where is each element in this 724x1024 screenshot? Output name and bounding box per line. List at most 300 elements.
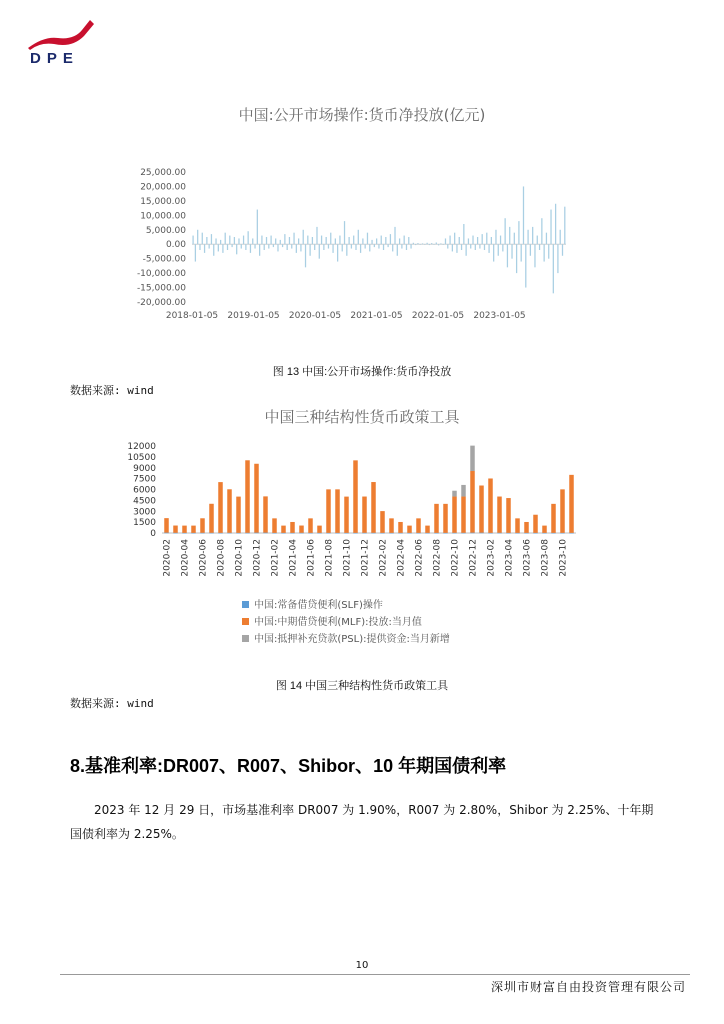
chart14-bar-series1 bbox=[299, 533, 304, 534]
chart13-bar bbox=[360, 244, 361, 253]
chart13-bar bbox=[195, 244, 196, 261]
chart13-xtick-label: 2022-01-05 bbox=[411, 311, 465, 321]
chart13-bar bbox=[215, 238, 216, 244]
chart14-bar-series1 bbox=[317, 533, 322, 534]
chart13-bar bbox=[459, 237, 460, 244]
chart13-bar bbox=[392, 244, 393, 251]
chart13-bar bbox=[470, 244, 471, 248]
chart13-bar bbox=[248, 231, 249, 244]
chart13-xtick-label: 2018-01-05 bbox=[165, 311, 219, 321]
chart13-bar bbox=[369, 244, 370, 251]
chart14-xtick-label: 2023-08 bbox=[540, 539, 551, 577]
chart14-bar-series1 bbox=[425, 533, 430, 534]
chart14-xtick-label: 2022-02 bbox=[378, 539, 389, 577]
chart14-bar-series3 bbox=[452, 491, 457, 497]
chart14-bar-series2 bbox=[299, 526, 304, 533]
chart13-bar bbox=[463, 224, 464, 244]
chart13-bar bbox=[560, 230, 561, 244]
chart14-xtick-label: 2020-06 bbox=[198, 539, 209, 577]
chart14-bar-series1 bbox=[218, 533, 223, 534]
chart14-legend-label: 中国:常备借贷便利(SLF)操作 bbox=[254, 600, 383, 611]
chart14-bar-series1 bbox=[263, 533, 268, 534]
chart13-ytick-label: 5,000.00 bbox=[145, 225, 186, 236]
chart14-xtick-label: 2021-04 bbox=[288, 539, 299, 577]
chart14-ytick-label: 1500 bbox=[133, 518, 156, 529]
chart13-bar bbox=[257, 210, 258, 245]
chart13-bar bbox=[438, 244, 439, 245]
chart13-bar bbox=[454, 233, 455, 245]
chart14-bar-series1 bbox=[533, 533, 538, 534]
chart13-bar bbox=[335, 238, 336, 244]
chart13-bar bbox=[342, 244, 343, 251]
chart13-bar bbox=[238, 238, 239, 244]
chart13-bar bbox=[410, 244, 411, 248]
chart13-bar bbox=[300, 244, 301, 251]
chart13-bar bbox=[488, 244, 489, 253]
chart13-bar bbox=[323, 244, 324, 250]
chart13-bar bbox=[422, 243, 423, 244]
chart14-bar-series2 bbox=[200, 518, 205, 533]
chart13-bar bbox=[231, 244, 232, 247]
chart13-bar bbox=[202, 233, 203, 245]
chart13-bar bbox=[348, 237, 349, 244]
chart14-bar-series2 bbox=[353, 460, 358, 532]
chart13-bar bbox=[433, 244, 434, 245]
chart13-bar bbox=[461, 244, 462, 250]
chart13-bar bbox=[250, 244, 251, 253]
chart14-bar-series2 bbox=[488, 478, 493, 532]
chart13-ytick-label: -5,000.00 bbox=[142, 254, 186, 265]
chart13-bar bbox=[192, 236, 193, 245]
chart14-bar-series1 bbox=[326, 533, 331, 534]
chart13-ytick-label: 15,000.00 bbox=[140, 196, 186, 207]
chart14-xtick-label: 2021-12 bbox=[360, 539, 371, 577]
chart13-bar bbox=[498, 244, 499, 256]
chart13-bar bbox=[477, 237, 478, 244]
chart13-bar bbox=[564, 207, 565, 245]
chart14-xtick-label: 2021-08 bbox=[324, 539, 335, 577]
chart13-bar bbox=[525, 244, 526, 287]
chart13-bar bbox=[234, 237, 235, 244]
chart14-xtick-label: 2022-04 bbox=[396, 539, 407, 577]
chart13-bar bbox=[287, 244, 288, 250]
chart14-legend-swatch bbox=[242, 601, 249, 608]
chart13-bar bbox=[254, 244, 255, 248]
chart14-bar-series1 bbox=[407, 533, 412, 534]
chart13-title: 中国:公开市场操作:货币净投放(亿元) bbox=[238, 106, 486, 124]
chart14-bar-series1 bbox=[497, 533, 502, 534]
chart14-bar-series2 bbox=[380, 511, 385, 533]
chart14-bar-series1 bbox=[380, 533, 385, 534]
chart13-bar bbox=[424, 244, 425, 245]
chart13-xtick-label: 2021-01-05 bbox=[350, 311, 403, 321]
chart13-bar bbox=[548, 244, 549, 258]
chart14-xtick-label: 2020-12 bbox=[252, 539, 263, 577]
page-number: 10 bbox=[355, 960, 369, 971]
chart14-bar-series1 bbox=[416, 533, 421, 534]
chart13-bar bbox=[309, 244, 310, 256]
chart14-bar-series1 bbox=[209, 533, 214, 534]
chart13-bar bbox=[472, 236, 473, 245]
chart13-ytick-label: 10,000.00 bbox=[140, 211, 186, 222]
chart13-bar bbox=[440, 243, 441, 244]
chart14-bar-series2 bbox=[542, 526, 547, 533]
chart14-bar-series2 bbox=[281, 526, 286, 533]
chart14-bar-series1 bbox=[245, 533, 250, 534]
chart13-bar bbox=[374, 244, 375, 247]
chart13-bar bbox=[273, 244, 274, 247]
chart14-bar-series2 bbox=[470, 471, 475, 533]
chart14-ytick-label: 9000 bbox=[133, 463, 156, 474]
chart14-bar-series1 bbox=[281, 533, 286, 534]
chart14-bar-series1 bbox=[335, 533, 340, 534]
chart14-bar-series1 bbox=[434, 533, 439, 534]
chart14-ytick-label: 0 bbox=[150, 529, 156, 539]
chart13-bar bbox=[399, 238, 400, 244]
chart13-bar bbox=[209, 244, 210, 248]
chart14-bar-series2 bbox=[218, 482, 223, 533]
chart13-bar bbox=[211, 234, 212, 244]
chart13-bar bbox=[521, 244, 522, 261]
chart13-bar bbox=[443, 244, 444, 245]
chart13-bar bbox=[282, 244, 283, 247]
footer-divider bbox=[60, 974, 690, 975]
chart14-bar-series2 bbox=[227, 489, 232, 532]
chart13-bar bbox=[500, 236, 501, 245]
chart14-bar-series1 bbox=[191, 533, 196, 534]
chart14-bar-series1 bbox=[470, 533, 475, 534]
chart14-bar-series1 bbox=[389, 533, 394, 534]
chart14-bar-series1 bbox=[560, 533, 565, 534]
chart13-bar bbox=[330, 233, 331, 245]
chart14-bar-series1 bbox=[452, 533, 457, 534]
chart14-xtick-label: 2020-02 bbox=[162, 539, 173, 577]
chart14-bar-series1 bbox=[236, 533, 241, 534]
figure13-source: 数据来源: wind bbox=[70, 384, 154, 397]
chart14-bar-series2 bbox=[326, 489, 331, 532]
chart13-bar bbox=[436, 242, 437, 244]
chart14-bar-series1 bbox=[524, 533, 529, 534]
chart14-legend-label: 中国:抵押补充贷款(PSL):提供资金:当月新增 bbox=[254, 634, 450, 645]
chart13-bar bbox=[381, 236, 382, 245]
chart13-bar bbox=[516, 244, 517, 273]
chart14-xtick-label: 2022-12 bbox=[468, 539, 479, 577]
chart14-bar-series3 bbox=[470, 446, 475, 471]
chart13-bar bbox=[376, 238, 377, 244]
chart13-bar bbox=[213, 244, 214, 256]
chart14-xtick-label: 2023-04 bbox=[504, 539, 515, 577]
chart14-bar-series2 bbox=[524, 522, 529, 533]
chart13-bar bbox=[534, 244, 535, 267]
chart13-bar bbox=[206, 237, 207, 244]
chart14-bar-series2 bbox=[308, 518, 313, 533]
chart14-bar-series2 bbox=[506, 498, 511, 533]
chart13-bar bbox=[339, 236, 340, 245]
chart13-bar bbox=[390, 234, 391, 244]
chart14-ytick-label: 3000 bbox=[133, 507, 156, 518]
chart13-bar bbox=[530, 244, 531, 256]
chart13-bar bbox=[404, 236, 405, 245]
chart14-bar-series2 bbox=[362, 497, 367, 533]
chart14-bar-series2 bbox=[371, 482, 376, 533]
chart13-bar bbox=[387, 244, 388, 247]
chart13-bar bbox=[544, 244, 545, 261]
chart14-bar-series2 bbox=[236, 497, 241, 533]
chart13-bar bbox=[259, 244, 260, 256]
figure13-caption: 图 13 中国:公开市场操作:货币净投放 bbox=[272, 366, 452, 378]
chart13-bar bbox=[296, 244, 297, 253]
chart13-bar bbox=[541, 218, 542, 244]
chart13-bar bbox=[468, 238, 469, 244]
chart13-bar bbox=[298, 238, 299, 244]
chart13-xtick-label: 2019-01-05 bbox=[227, 311, 280, 321]
chart14-bar-series2 bbox=[245, 460, 250, 532]
chart14-bar-series1 bbox=[542, 533, 547, 534]
chart14-bar-series2 bbox=[263, 496, 268, 532]
chart13-bar bbox=[383, 244, 384, 250]
chart13-bar bbox=[502, 244, 503, 251]
chart13-ytick-label: -15,000.00 bbox=[136, 283, 186, 294]
chart13-bar bbox=[277, 244, 278, 251]
chart14-bar-series2 bbox=[398, 522, 403, 533]
chart13-ytick-label: 20,000.00 bbox=[140, 182, 186, 193]
chart13-bar bbox=[303, 230, 304, 244]
chart14-legend-swatch bbox=[242, 635, 249, 642]
chart14-xtick-label: 2022-10 bbox=[450, 539, 461, 577]
chart13-bar bbox=[449, 236, 450, 245]
chart13-bar bbox=[305, 244, 306, 267]
chart14-bar-series1 bbox=[290, 533, 295, 534]
chart13-bar bbox=[546, 233, 547, 245]
chart13-bar bbox=[518, 221, 519, 244]
chart13-bar bbox=[482, 234, 483, 244]
chart14-xtick-label: 2022-08 bbox=[432, 539, 443, 577]
chart13-bar bbox=[204, 244, 205, 253]
chart13-bar bbox=[557, 244, 558, 273]
chart14-bar-series2 bbox=[272, 518, 277, 533]
chart14-title: 中国三种结构性货币政策工具 bbox=[264, 408, 460, 426]
chart13-bar bbox=[495, 230, 496, 244]
chart14-xtick-label: 2021-10 bbox=[342, 539, 353, 577]
chart13-bar bbox=[268, 244, 269, 248]
chart14-bar-series1 bbox=[551, 533, 556, 534]
chart13-ytick-label: 25,000.00 bbox=[140, 168, 186, 178]
section8-paragraph: 2023 年 12 月 29 日，市场基准利率 DR007 为 1.90%，R007 为 2.80%，Shibor 为 2.25%、十年期国债利率为 2.25%。 bbox=[70, 803, 654, 841]
chart14-legend-swatch bbox=[242, 618, 249, 625]
chart13-bar bbox=[417, 243, 418, 244]
chart13-bar bbox=[431, 243, 432, 244]
chart13-bar bbox=[452, 244, 453, 251]
chart13-bar bbox=[420, 244, 421, 245]
figure14-source: 数据来源: wind bbox=[70, 697, 154, 710]
chart13-bar bbox=[225, 233, 226, 245]
logo-text: DPE bbox=[30, 50, 79, 67]
chart14-xtick-label: 2020-10 bbox=[234, 539, 245, 577]
chart14-bar-series1 bbox=[443, 533, 448, 534]
chart14-bar-series2 bbox=[515, 518, 520, 533]
chart14-ytick-label: 10500 bbox=[127, 452, 156, 463]
chart14-bar-series2 bbox=[182, 526, 187, 533]
chart14-xtick-label: 2021-02 bbox=[270, 539, 281, 577]
chart13-bar bbox=[293, 233, 294, 245]
chart13-bar bbox=[511, 244, 512, 258]
chart13-bar bbox=[532, 227, 533, 244]
chart14-bar-series2 bbox=[497, 497, 502, 533]
chart13-bar bbox=[218, 244, 219, 251]
chart13-bar bbox=[507, 244, 508, 267]
chart13-bar bbox=[358, 230, 359, 244]
chart13-bar bbox=[509, 227, 510, 244]
chart13-bar bbox=[326, 237, 327, 244]
chart13-bar bbox=[413, 243, 414, 244]
chart14-bar-series2 bbox=[479, 486, 484, 533]
section8-heading: 8.基准利率:DR007、R007、Shibor、10 年期国债利率 bbox=[70, 756, 507, 776]
figure14-caption: 图 14 中国三种结构性货币政策工具 bbox=[275, 680, 449, 692]
chart14-bar-series2 bbox=[461, 497, 466, 533]
chart13-bar bbox=[553, 244, 554, 293]
chart13-plot bbox=[0, 160, 724, 330]
chart13-bar bbox=[346, 244, 347, 256]
chart14-bar-series1 bbox=[272, 533, 277, 534]
chart14-bar-series3 bbox=[461, 485, 466, 497]
chart13-bar bbox=[222, 244, 223, 253]
chart13-bar bbox=[394, 227, 395, 244]
chart14-xtick-label: 2023-06 bbox=[522, 539, 533, 577]
chart13-bar bbox=[252, 238, 253, 244]
chart14-ytick-label: 12000 bbox=[127, 442, 156, 452]
chart14-bar-series1 bbox=[515, 533, 520, 534]
chart13-bar bbox=[514, 233, 515, 245]
chart14-bar-series2 bbox=[173, 526, 178, 533]
chart13-bar bbox=[307, 236, 308, 245]
chart13-xtick-label: 2023-01-05 bbox=[473, 311, 526, 321]
chart13-bar bbox=[555, 204, 556, 244]
chart14-bar-series2 bbox=[344, 497, 349, 533]
chart13-bar bbox=[486, 233, 487, 245]
chart13-bar bbox=[466, 244, 467, 256]
chart13-bar bbox=[493, 244, 494, 261]
chart13-bar bbox=[539, 244, 540, 250]
chart14-bar-series2 bbox=[254, 464, 259, 533]
chart14-bar-series2 bbox=[407, 526, 412, 533]
chart14-bar-series1 bbox=[506, 533, 511, 534]
chart14-ytick-label: 7500 bbox=[133, 474, 156, 485]
chart13-bar bbox=[312, 237, 313, 244]
chart13-bar bbox=[337, 244, 338, 261]
chart14-xtick-label: 2023-10 bbox=[558, 539, 569, 577]
chart13-bar bbox=[284, 234, 285, 244]
chart14-bar-series1 bbox=[182, 533, 187, 534]
chart13-bar bbox=[523, 186, 524, 244]
chart13-bar bbox=[397, 244, 398, 256]
chart13-bar bbox=[266, 237, 267, 244]
chart13-bar bbox=[332, 244, 333, 253]
chart14-bar-series2 bbox=[335, 489, 340, 532]
chart14-bar-series2 bbox=[533, 515, 538, 533]
chart13-bar bbox=[344, 221, 345, 244]
chart13-bar bbox=[365, 244, 366, 248]
chart13-bar bbox=[371, 240, 372, 244]
chart13-bar bbox=[456, 244, 457, 253]
chart13-bar bbox=[447, 244, 448, 248]
chart13-bar bbox=[264, 244, 265, 250]
chart14-bar-series2 bbox=[434, 504, 439, 533]
chart14-bar-series1 bbox=[569, 533, 574, 534]
chart13-bar bbox=[280, 240, 281, 244]
chart13-bar bbox=[261, 236, 262, 245]
chart14-bar-series2 bbox=[191, 526, 196, 533]
chart13-bar bbox=[505, 218, 506, 244]
chart14-bar-series1 bbox=[488, 533, 493, 534]
chart14-bar-series2 bbox=[389, 518, 394, 533]
chart13-bar bbox=[475, 244, 476, 250]
chart14-bar-series1 bbox=[371, 533, 376, 534]
chart14-bar-series2 bbox=[560, 489, 565, 532]
chart13-bar bbox=[353, 236, 354, 245]
chart13-bar bbox=[236, 244, 237, 254]
chart14-ytick-label: 6000 bbox=[133, 485, 156, 496]
chart13-bar bbox=[527, 230, 528, 244]
chart13-bar bbox=[537, 236, 538, 245]
chart13-bar bbox=[227, 244, 228, 250]
chart13-bar bbox=[275, 238, 276, 244]
chart14-bar-series1 bbox=[227, 533, 232, 534]
chart13-ytick-label: 0.00 bbox=[165, 240, 186, 251]
chart14-bar-series1 bbox=[479, 533, 484, 534]
chart14-bar-series1 bbox=[362, 533, 367, 534]
chart13-bar bbox=[243, 236, 244, 245]
chart13-ytick-label: -20,000.00 bbox=[136, 298, 186, 308]
chart13-bar bbox=[245, 244, 246, 250]
chart13-bar bbox=[367, 233, 368, 245]
chart14-bar-series1 bbox=[461, 533, 466, 534]
chart14-bar-series1 bbox=[200, 533, 205, 534]
chart14-xtick-label: 2021-06 bbox=[306, 539, 317, 577]
chart14-ytick-label: 4500 bbox=[133, 496, 156, 507]
chart13-bar bbox=[197, 230, 198, 244]
chart13-bar bbox=[316, 227, 317, 244]
chart13-bar bbox=[229, 236, 230, 245]
chart14-plot bbox=[0, 436, 724, 656]
chart13-bar bbox=[426, 243, 427, 244]
chart13-bar bbox=[319, 244, 320, 258]
chart14-bar-series1 bbox=[164, 533, 169, 534]
chart14-bar-series1 bbox=[344, 533, 349, 534]
chart14-bar-series1 bbox=[308, 533, 313, 534]
chart13-bar bbox=[445, 238, 446, 244]
chart13-bar bbox=[401, 244, 402, 248]
chart13-bar bbox=[291, 244, 292, 248]
chart13-bar bbox=[385, 237, 386, 244]
chart14-xtick-label: 2022-06 bbox=[414, 539, 425, 577]
chart13-bar bbox=[408, 237, 409, 244]
chart13-bar bbox=[328, 244, 329, 248]
chart14-bar-series2 bbox=[164, 518, 169, 533]
chart13-bar bbox=[241, 244, 242, 248]
chart14-bar-series2 bbox=[551, 504, 556, 533]
chart13-bar bbox=[378, 244, 379, 248]
chart13-bar bbox=[562, 244, 563, 256]
chart13-bar bbox=[199, 244, 200, 250]
chart14-bar-series2 bbox=[425, 526, 430, 533]
chart13-ytick-label: -10,000.00 bbox=[136, 269, 186, 280]
chart13-bar bbox=[429, 244, 430, 245]
chart13-bar bbox=[351, 244, 352, 248]
chart14-bar-series2 bbox=[209, 504, 214, 533]
chart13-bar bbox=[491, 237, 492, 244]
chart13-bar bbox=[270, 236, 271, 245]
chart14-xtick-label: 2023-02 bbox=[486, 539, 497, 577]
